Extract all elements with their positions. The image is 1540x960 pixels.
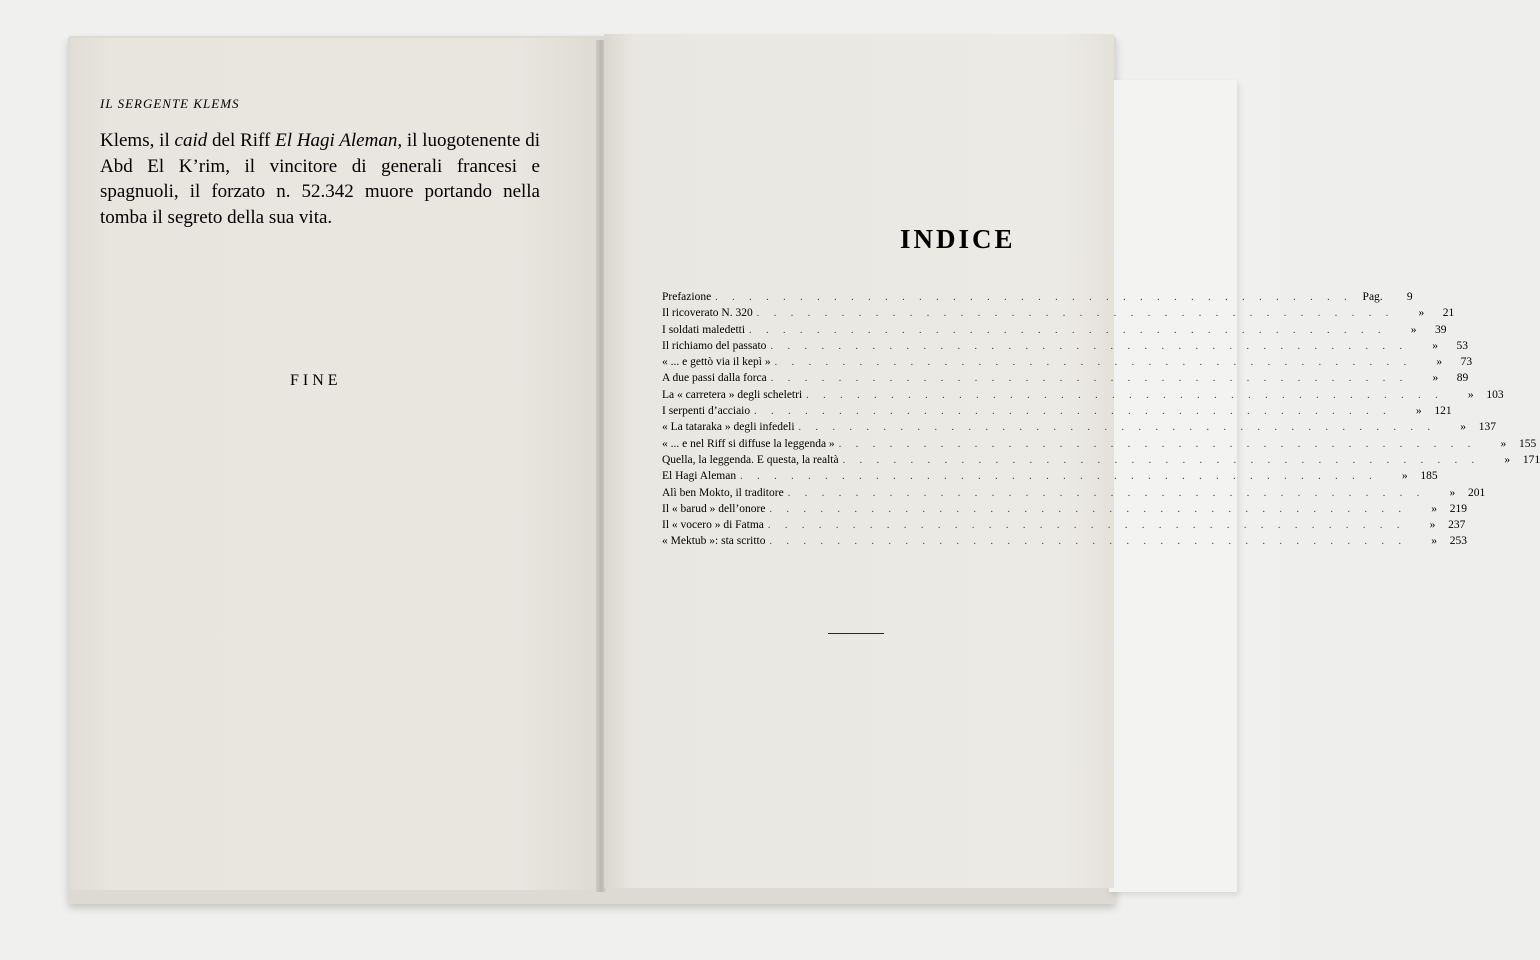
toc-entry [662, 307, 1455, 323]
dot-leader: . . . . . . . . . . . . . . . . . . . . . . . . . . . . . . . . . . . . . . [740, 471, 1378, 483]
dot-leader: . . . . . . . . . . . . . . . . . . . . . . . . . . . . . . . . . . . . . . [754, 406, 1392, 418]
dot-leader: . . . . . . . . . . . . . . . . . . . . . . . . . . . . . . . . . . . . . . [798, 422, 1437, 434]
dot-leader: . . . . . . . . . . . . . . . . . . . . . . . . . . . . . . . . . . . . . . [769, 503, 1407, 515]
index-heading: INDICE [900, 224, 1016, 254]
toc-entry [662, 323, 1447, 340]
toc-entry [662, 486, 1486, 503]
dot-leader: . . . . . . . . . . . . . . . . . . . . . . . . . . . . . . . . . . . . . . [774, 357, 1413, 369]
back-cover [1108, 80, 1237, 892]
ditto-mark: » [1436, 356, 1443, 369]
ditto-mark: » [1500, 437, 1507, 450]
italic-run: El Hagi Aleman, [275, 130, 403, 151]
toc-entry-page: 253 [1449, 535, 1467, 548]
dot-leader: . . . . . . . . . . . . . . . . . . . . . . . . . . . . . . . . . . . . . . [749, 324, 1387, 336]
toc-entry-page: 201 [1467, 486, 1486, 499]
toc-entry-title: Il richiamo del passato [662, 339, 767, 352]
ditto-mark: » [1449, 486, 1456, 499]
toc-entry-page: 137 [1478, 421, 1497, 434]
toc-entry-title: I soldati maledetti [662, 323, 746, 336]
toc-entry [662, 291, 1413, 307]
dot-leader: . . . . . . . . . . . . . . . . . . . . . . . . . . . . . . . . . . . . . . [770, 340, 1408, 352]
toc-entry [662, 339, 1468, 356]
toc-entry [662, 437, 1537, 454]
end-word: FINE [290, 372, 342, 389]
toc-entry-page: 121 [1434, 405, 1452, 418]
toc-entry-title: Quella, la leggenda. E questa, la realtà [662, 453, 839, 466]
ditto-mark: » [1432, 339, 1438, 352]
page-label: Pag. [1362, 291, 1383, 303]
dot-leader: . . . . . . . . . . . . . . . . . . . . . . . . . . . . . . . . . . . . . . [838, 438, 1477, 450]
dot-leader: . . . . . . . . . . . . . . . . . . . . . . . . . . . . . . . . . . . . . . [769, 536, 1407, 548]
dot-leader: . . . . . . . . . . . . . . . . . . . . . . . . . . . . . . . . . . . . . . [756, 308, 1395, 320]
text-run: il luogotenente di Abd El K’rim, il vincitore di generali francesi e spagnuoli, il forzato n. 52.342 muore portando nella tomba il segreto della sua vita. [100, 130, 540, 228]
ditto-mark: » [1431, 535, 1437, 548]
toc-entry-title: Il « barud » dell’onore [662, 502, 766, 515]
toc-entry [662, 453, 1540, 470]
ditto-mark: » [1460, 421, 1467, 434]
toc-entry-page: 89 [1456, 372, 1469, 385]
toc-entry-title: El Hagi Aleman [662, 470, 737, 483]
running-head: IL SERGENTE KLEMS [100, 96, 240, 111]
toc-entry [662, 470, 1438, 486]
dot-leader: . . . . . . . . . . . . . . . . . . . . . . . . . . . . . . . . . . . . . . [715, 292, 1353, 303]
toc-entry-page: 53 [1456, 339, 1468, 352]
toc-entry-page: 21 [1442, 307, 1455, 320]
toc-entry-title: La « carretera » degli scheletri [662, 388, 803, 401]
ditto-mark: » [1429, 519, 1436, 532]
toc-entry-page: 155 [1518, 437, 1537, 450]
ditto-mark: » [1504, 453, 1511, 466]
ditto-mark: » [1415, 405, 1422, 418]
toc-entry-title: Alì ben Mokto, il traditore [662, 486, 784, 499]
toc-entry [662, 421, 1497, 437]
ditto-mark: » [1432, 372, 1439, 385]
dot-leader: . . . . . . . . . . . . . . . . . . . . . . . . . . . . . . . . . . . . . . [770, 373, 1409, 385]
toc-entry-page: 185 [1420, 470, 1438, 483]
toc-entry-title: « ... e gettò via il kepì » [662, 356, 771, 369]
toc-entry-page: 9 [1406, 291, 1413, 303]
toc-entry [662, 519, 1466, 535]
toc-entry-page: 73 [1460, 356, 1473, 369]
toc-entry-title: « ... e nel Riff si diffuse la leggenda » [662, 437, 835, 450]
toc-entry-title: A due passi dalla forca [662, 372, 767, 385]
ditto-mark: » [1418, 307, 1425, 320]
toc-entry-title: I serpenti d’acciaio [662, 405, 751, 418]
table-of-contents [662, 291, 1540, 552]
toc-entry-title: « Mektub »: sta scritto [662, 535, 766, 548]
italic-run: caid [174, 130, 208, 151]
toc-entry [662, 372, 1469, 388]
closing-paragraph [100, 128, 540, 230]
toc-entry-page: 103 [1486, 388, 1504, 401]
toc-entry-page: 171 [1522, 453, 1540, 466]
ditto-mark: » [1467, 388, 1474, 401]
dot-leader: . . . . . . . . . . . . . . . . . . . . . . . . . . . . . . . . . . . . . . [767, 520, 1406, 532]
ditto-mark: » [1410, 323, 1417, 336]
toc-entry-title: « La tataraka » degli infedeli [662, 421, 795, 434]
toc-entry [662, 405, 1452, 421]
toc-entry-page: 39 [1435, 323, 1447, 336]
text-run: del Riff [207, 130, 276, 151]
toc-entry-title: Prefazione [662, 291, 712, 303]
toc-entry-title: Il « vocero » di Fatma [662, 519, 764, 532]
dot-leader: . . . . . . . . . . . . . . . . . . . . . . . . . . . . . . . . . . . . . . [842, 454, 1481, 466]
ditto-mark: » [1401, 470, 1408, 483]
toc-entry-page: 237 [1448, 519, 1466, 532]
ditto-mark: » [1431, 502, 1437, 515]
toc-entry-title: Il ricoverato N. 320 [662, 307, 753, 320]
dot-leader: . . . . . . . . . . . . . . . . . . . . . . . . . . . . . . . . . . . . . . [806, 389, 1444, 401]
toc-entry [662, 502, 1467, 519]
toc-entry [662, 535, 1467, 551]
toc-entry [662, 388, 1504, 405]
toc-entry-page: 219 [1449, 502, 1467, 515]
end-rule [828, 633, 884, 634]
dot-leader: . . . . . . . . . . . . . . . . . . . . . . . . . . . . . . . . . . . . . . [787, 487, 1426, 499]
text-run: Klems, il [100, 130, 175, 151]
toc-entry [662, 356, 1473, 372]
